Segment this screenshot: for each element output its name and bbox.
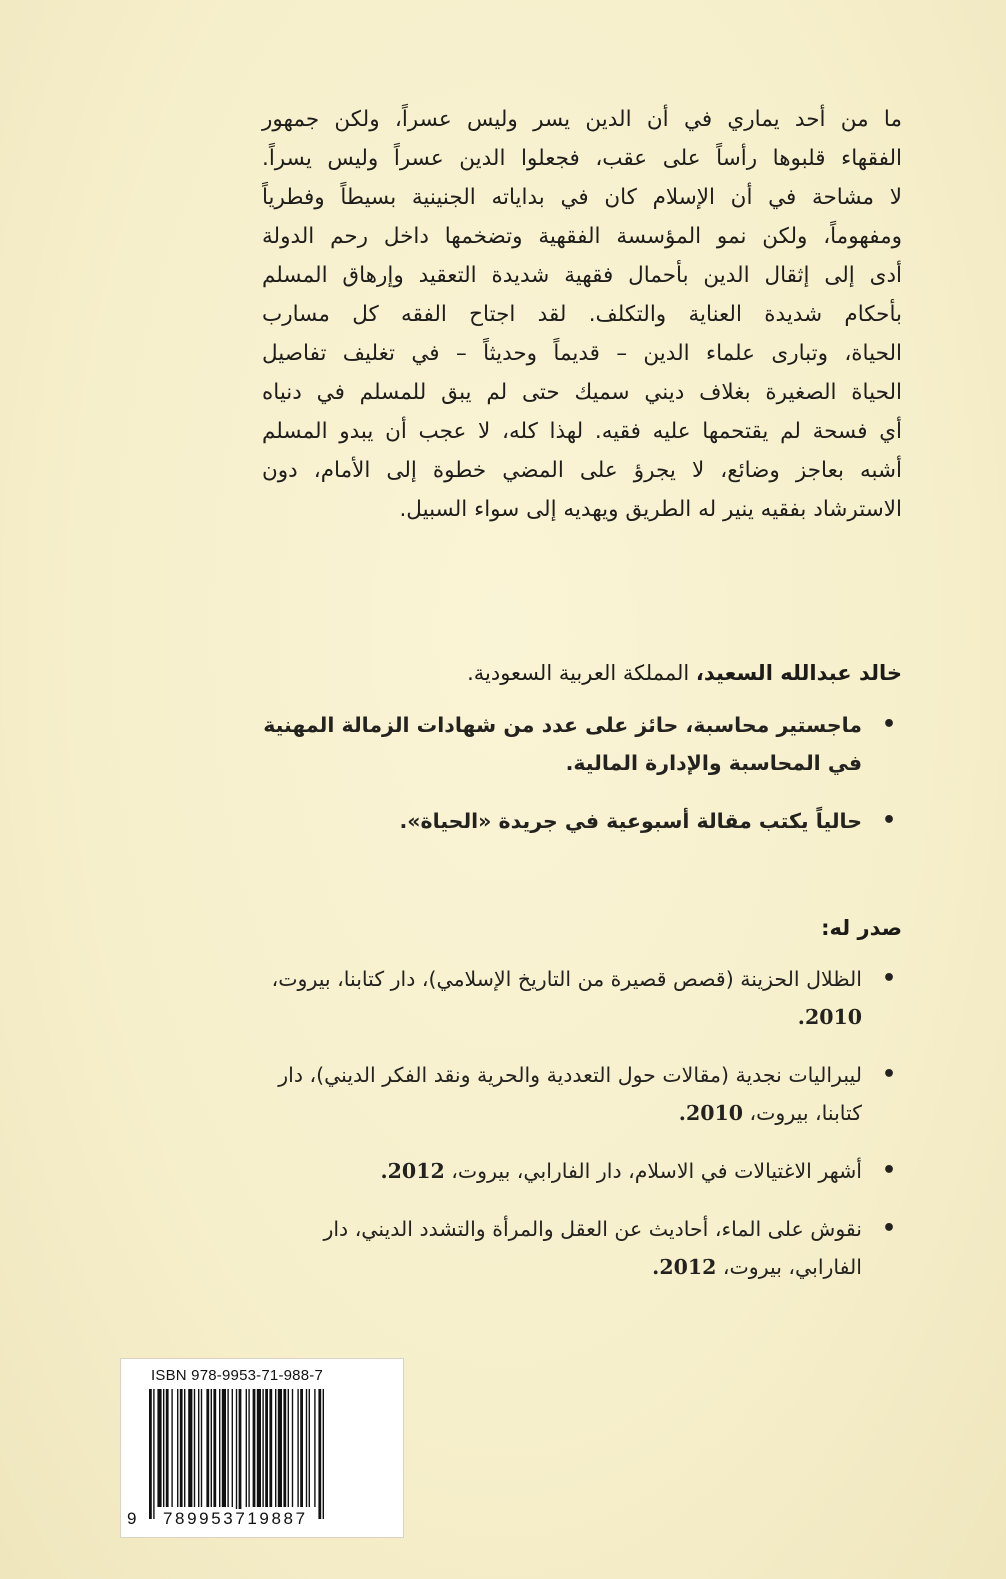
barcode-bar xyxy=(198,1389,199,1507)
bullet-icon: • xyxy=(881,808,896,833)
barcode-lead-digit: 9 xyxy=(127,1509,137,1528)
barcode-bar xyxy=(184,1389,185,1507)
barcode-bar xyxy=(269,1389,272,1507)
bio-item xyxy=(262,706,902,782)
barcode-bar xyxy=(297,1389,298,1507)
barcode-bar xyxy=(239,1389,242,1519)
barcode-bar xyxy=(318,1389,321,1519)
bullet-icon: • xyxy=(881,1062,896,1087)
blurb-line: ومفهوماً، ولكن نمو المؤسسة الفقهية وتضخمها داخل رحم الدولة xyxy=(262,224,902,249)
bullet-icon: • xyxy=(881,1216,896,1241)
blurb-line: الفقهاء قلبوها رأساً على عقب، فجعلوا الدين عسراً وليس يسراً. xyxy=(262,146,902,171)
author-country: المملكة العربية السعودية. xyxy=(467,661,696,685)
barcode-bar xyxy=(278,1389,282,1507)
blurb-line: الحياة، وتبارى علماء الدين – قديماً وحديثاً – في تغليف تفاصيل xyxy=(262,341,902,366)
work-item xyxy=(262,1152,902,1190)
isbn-label: ISBN 978-9953-71-988-7 xyxy=(151,1367,324,1384)
barcode-bar xyxy=(206,1389,209,1507)
barcode-bar xyxy=(157,1389,161,1507)
blurb-line: الحياة الصغيرة بغلاف ديني سميك حتى لم يبق للمسلم في دنياه xyxy=(262,380,902,405)
author-line xyxy=(262,656,902,690)
blurb-line: لا مشاحة في أن الإسلام كان في بداياته الجنينية بسيطاً وفطرياً xyxy=(262,185,902,210)
barcode-bar xyxy=(211,1389,212,1507)
work-item xyxy=(262,1210,902,1286)
barcode-bar xyxy=(194,1389,195,1507)
barcode-bar xyxy=(213,1389,216,1507)
blurb-line: بأحكام شديدة العناية والتكلف. لقد اجتاح الفقه كل مسارب xyxy=(262,302,902,327)
blurb-line: أي فسحة لم يقتحمها عليه فقيه. لهذا كله، لا عجب أن يبدو المسلم xyxy=(262,419,902,444)
bio-item xyxy=(262,802,902,840)
barcode-bar xyxy=(275,1389,276,1507)
work-item xyxy=(262,1056,902,1132)
bio-item-text: ماجستير محاسبة، حائز على عدد من شهادات الزمالة المهنية في المحاسبة والإدارة المالية. xyxy=(263,713,862,775)
barcode-bar xyxy=(219,1389,220,1507)
barcode-bar xyxy=(222,1389,226,1507)
works-heading: صدر له: xyxy=(821,916,902,940)
barcode-bar xyxy=(166,1389,169,1507)
barcode-bar xyxy=(171,1389,172,1507)
barcode-bar xyxy=(283,1389,286,1507)
blurb-line: ما من أحد يماري في أن الدين يسر وليس عسراً، ولكن جمهور xyxy=(262,107,902,132)
barcode-bar xyxy=(265,1389,268,1507)
work-year: 2012. xyxy=(380,1159,445,1183)
barcode-bar xyxy=(227,1389,228,1507)
barcode-bar xyxy=(153,1389,154,1519)
work-year: 2012. xyxy=(652,1255,717,1279)
blurb-line: أشبه بعاجز وضائع، لا يجرؤ على المضي خطوة إلى الأمام، دون xyxy=(262,458,902,483)
barcode-bar xyxy=(232,1389,233,1507)
barcode-bar xyxy=(248,1389,249,1507)
barcode-bar xyxy=(314,1389,315,1507)
work-year: 2010. xyxy=(678,1101,743,1125)
barcode-bar xyxy=(288,1389,289,1507)
blurb-line: الاسترشاد بفقيه ينير له الطريق ويهديه إلى سواء السبيل. xyxy=(399,497,902,522)
barcode-bar xyxy=(323,1389,324,1519)
barcode-bar xyxy=(201,1389,202,1507)
work-item-text: أشهر الاغتيالات في الاسلام، دار الفارابي، بيروت، xyxy=(444,1159,862,1183)
barcode-bar xyxy=(300,1389,303,1507)
bullet-icon: • xyxy=(881,712,896,737)
work-item-text: نقوش على الماء، أحاديث عن العقل والمرأة والتشدد الديني، دار الفارابي، بيروت، xyxy=(323,1217,862,1279)
barcode-bar xyxy=(246,1389,247,1507)
barcode-bar xyxy=(262,1389,263,1507)
barcode-bars-icon xyxy=(149,1389,381,1519)
barcode-bar xyxy=(309,1389,310,1507)
bio-item-text: حالياً يكتب مقالة أسبوعية في جريدة «الحياة». xyxy=(399,809,862,833)
work-item xyxy=(262,960,902,1036)
bullet-icon: • xyxy=(881,966,896,991)
blurb-paragraph xyxy=(262,100,902,529)
author-name: خالد عبدالله السعيد، xyxy=(695,661,902,685)
works-list xyxy=(262,960,902,1306)
barcode-bar xyxy=(177,1389,178,1507)
author-bio-list xyxy=(262,706,902,860)
barcode-bar xyxy=(149,1389,152,1519)
work-item-text: ليبراليات نجدية (مقالات حول التعددية والحرية ونقد الفكر الديني)، دار كتابنا، بيروت، xyxy=(278,1063,862,1125)
barcode-bar xyxy=(257,1389,261,1507)
work-year: 2010. xyxy=(797,1005,862,1029)
barcode-bar xyxy=(188,1389,192,1507)
blurb-line: أدى إلى إثقال الدين بأحمال فقهية شديدة التعقيد وإرهاق المسلم xyxy=(262,263,902,288)
barcode-digits: 789953719887 xyxy=(163,1509,308,1528)
bullet-icon: • xyxy=(881,1158,896,1183)
barcode-bar xyxy=(306,1389,307,1507)
isbn-barcode xyxy=(120,1358,404,1538)
barcode-bar xyxy=(253,1389,256,1507)
barcode-bar xyxy=(180,1389,183,1507)
barcode-bar xyxy=(163,1389,164,1507)
barcode-bar xyxy=(236,1389,237,1519)
work-item-text: الظلال الحزينة (قصص قصيرة من التاريخ الإسلامي)، دار كتابنا، بيروت، xyxy=(271,967,862,991)
barcode-bar xyxy=(292,1389,293,1507)
